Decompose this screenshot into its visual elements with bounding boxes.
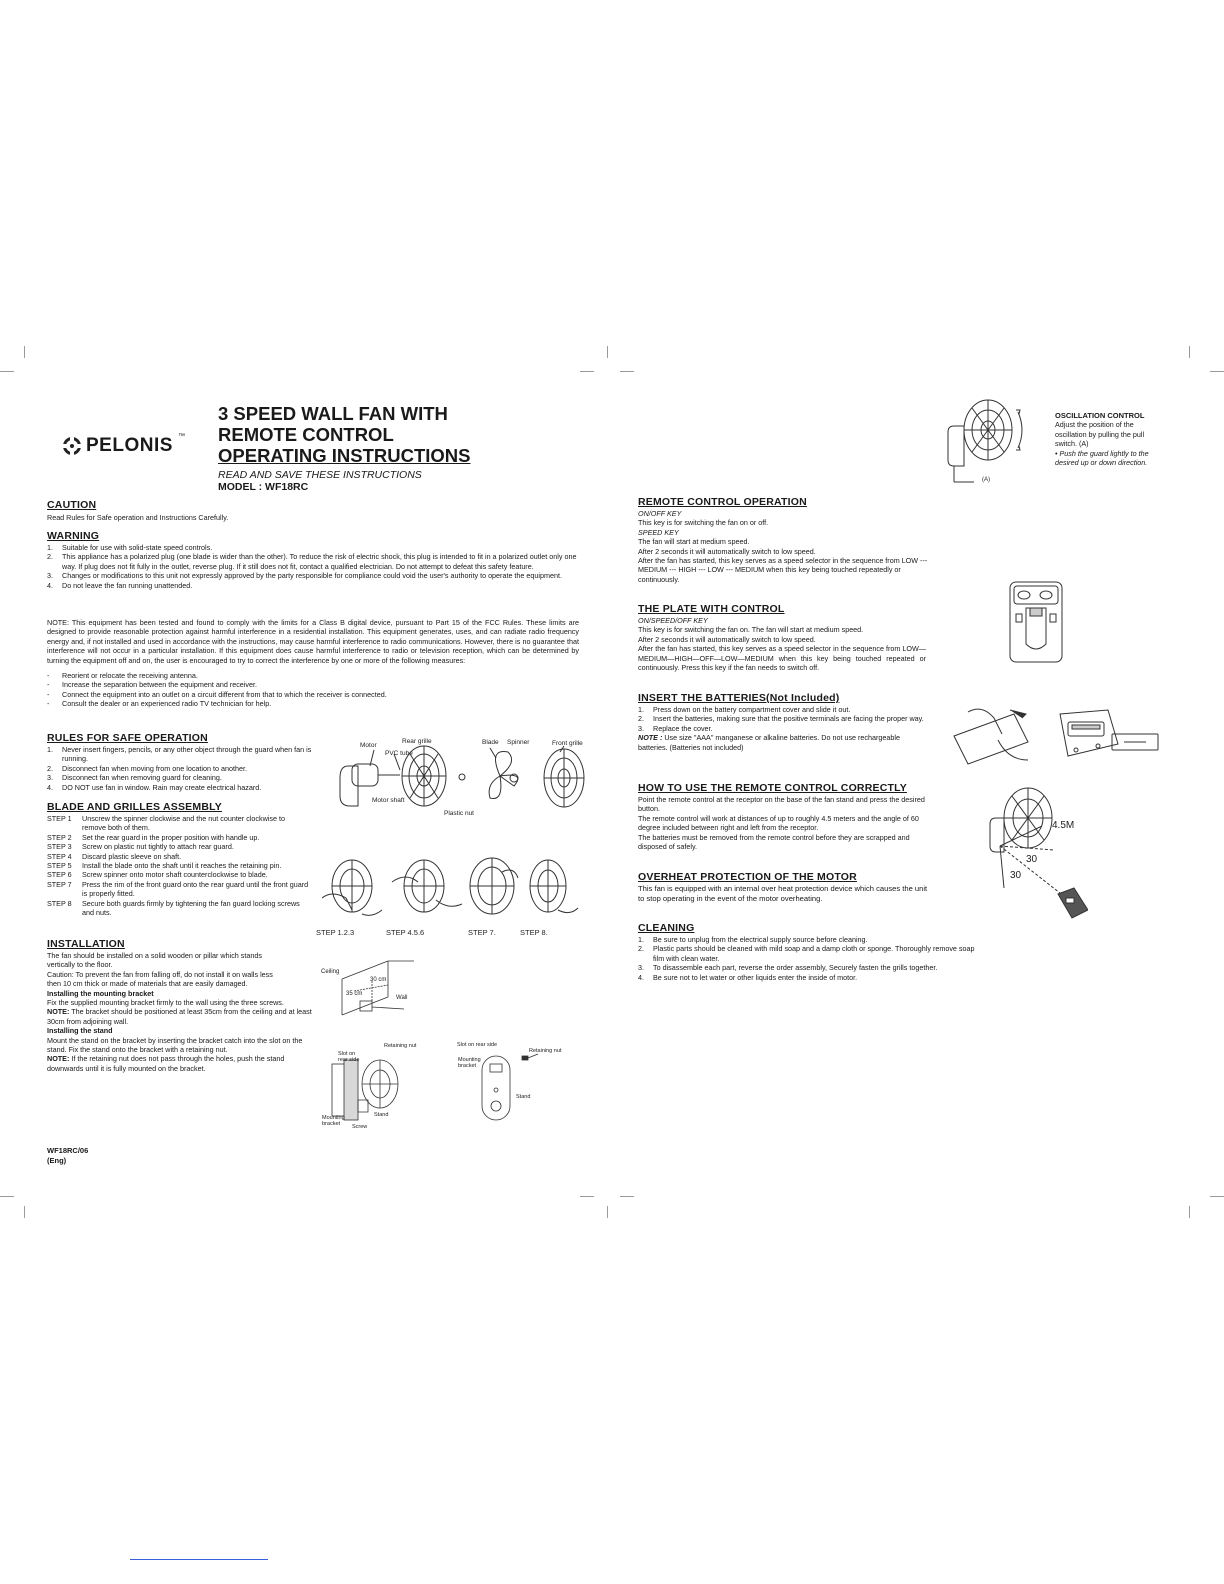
label-motor: Motor — [360, 742, 377, 749]
howto-line-3: The batteries must be removed from the remote control before they are scrapped and disposed of safely. — [638, 832, 910, 852]
list-item: 4. Do not leave the fan running unattended. — [47, 580, 193, 590]
crop-mark — [1189, 1206, 1190, 1218]
assembly-heading: BLADE AND GRILLES ASSEMBLY — [47, 801, 222, 813]
list-item: 1. Press down on the battery compartment cover and slide it out. — [638, 705, 851, 714]
brand-tm: ™ — [178, 433, 185, 440]
title-line-2: REMOTE CONTROL — [218, 424, 394, 445]
step-illustrations — [312, 852, 592, 942]
label-angle-2: 30 — [1010, 870, 1022, 881]
howto-line-1: Point the remote control at the receptor on the base of the fan stand and press the desired button. — [638, 795, 925, 814]
assembly-steps — [47, 814, 309, 917]
list-item: STEP 8 Secure both guards firmly by tightening the fan guard locking screws and nuts. — [47, 898, 300, 918]
clearance-diagram — [318, 957, 418, 1027]
label-plastic-nut: Plastic nut — [444, 810, 474, 817]
battery-insert-icon — [948, 700, 1164, 770]
label-angle-1: 30 — [1026, 854, 1038, 865]
list-item: 3. Changes or modifications to this unit not expressly approved by the party responsible for compliance could void the user's authority to operate the equipment. — [47, 571, 562, 581]
howto-line-2: The remote control will work at distances of up to roughly 4.5 meters and the angle of 60 degree included between right and left from the receptor. — [638, 813, 919, 833]
crop-mark — [0, 371, 14, 372]
list-item: 1. Never insert fingers, pencils, or any other object through the guard when fan is running. — [47, 745, 312, 764]
caution-section — [47, 499, 587, 522]
crop-mark — [1210, 1196, 1224, 1197]
installation-caution: Caution: To prevent the fan from falling off, do not install it on walls less then 10 cm thick or made of materials that are easily damaged. — [47, 969, 273, 989]
list-item: 2. Insert the batteries, making sure that the positive terminals are facing the proper way. — [638, 714, 924, 724]
list-item: 2. Plastic parts should be cleaned with mild soap and a damp cloth or sponge. Thoroughly remove soap film with clean water. — [638, 944, 975, 963]
read-save-note: READ AND SAVE THESE INSTRUCTIONS — [218, 469, 422, 481]
title-block — [218, 403, 538, 493]
parts-diagram — [330, 736, 592, 828]
step-caption-1: STEP 1.2.3 — [316, 928, 355, 937]
label-spinner: Spinner — [507, 739, 530, 746]
batteries-list — [638, 705, 926, 733]
installation-intro: The fan should be installed on a solid wooden or pillar which stands vertically to the floor. — [47, 951, 262, 970]
howto-section — [638, 782, 936, 851]
oscillation-section — [1055, 411, 1165, 467]
assembly-section — [47, 801, 309, 917]
crop-mark — [580, 1196, 594, 1197]
installation-heading: INSTALLATION — [47, 938, 125, 950]
cleaning-section — [638, 922, 978, 982]
label-distance: 4.5M — [1052, 820, 1075, 831]
installation-section — [47, 938, 315, 1073]
crop-mark — [1189, 346, 1190, 358]
oscillation-note: • Push the guard lightly to the desired up or down direction. — [1055, 448, 1149, 468]
label-retaining-nut-2: Retaining nut — [529, 1048, 562, 1054]
remote-section — [638, 496, 928, 584]
onoff-key-text: This key is for switching the fan on or off. — [638, 518, 769, 528]
model-number: MODEL : WF18RC — [218, 481, 309, 493]
control-plate-illustration — [1008, 578, 1064, 664]
plate-heading: THE PLATE WITH CONTROL — [638, 603, 785, 615]
crop-mark — [580, 371, 594, 372]
step-caption-3: STEP 7. — [468, 928, 496, 937]
crop-mark — [607, 346, 608, 358]
list-item: - Consult the dealer or an experienced radio TV technician for help. — [47, 699, 272, 709]
step-caption-4: STEP 8. — [520, 928, 548, 937]
list-item: STEP 2 Set the rear guard in the proper position with handle up. — [47, 832, 260, 842]
stand-diagram — [318, 1040, 428, 1132]
rules-section — [47, 732, 323, 792]
label-motor-shaft: Motor shaft — [372, 797, 405, 804]
oscillating-fan-icon — [944, 396, 1034, 488]
label-screw: Screw — [352, 1124, 368, 1130]
range-illustration — [984, 780, 1088, 922]
label-35cm: 35 cm — [346, 991, 363, 997]
label-stand-2: Stand — [516, 1094, 531, 1100]
crop-mark — [620, 371, 634, 372]
speed-line-2: After 2 seconds it will automatically switch to low speed. — [638, 546, 816, 556]
stand-title: Installing the stand — [47, 1026, 113, 1036]
fcc-measures — [47, 671, 579, 709]
list-item: 1. Suitable for use with solid-state speed controls. — [47, 543, 213, 552]
label-front-grille: Front grille — [552, 740, 583, 747]
list-item: 3. Disconnect fan when removing guard for cleaning. — [47, 773, 222, 783]
footer-code: WF18RC/06 — [47, 1146, 89, 1155]
oscillation-illustration — [944, 396, 1034, 488]
list-item: STEP 3 Screw on plastic nut tightly to attach rear guard. — [47, 842, 234, 852]
label-pvc-tube: PVC tube — [385, 750, 413, 757]
blue-underline — [130, 1559, 268, 1560]
onoff-key-title: ON/OFF KEY — [638, 509, 682, 518]
caution-heading: CAUTION — [47, 499, 97, 511]
list-item: STEP 4 Discard plastic sleeve on shaft. — [47, 851, 182, 861]
list-item: - Reorient or relocate the receiving antenna. — [47, 671, 198, 681]
warning-section — [47, 530, 577, 590]
plate-line-3: After the fan has started, this key serves as a speed selector in the sequence from LOW—MEDIUM—HIGH—OFF—LOW—MEDIUM when this key being touched repeated or continuously. Press this key if the fan needs to switch off. — [638, 644, 926, 673]
bracket-title: Installing the mounting bracket — [47, 988, 154, 998]
list-item: 4. Be sure not to let water or other liquids enter the inside of motor. — [638, 972, 858, 982]
control-plate-icon — [1008, 578, 1064, 664]
rules-list — [47, 745, 323, 792]
plate-line-2: After 2 seconds it will automatically switch to low speed. — [638, 634, 816, 644]
bracket-text: Fix the supplied mounting bracket firmly to the wall using the three screws. — [47, 998, 284, 1008]
plate-section — [638, 603, 926, 672]
overheat-section — [638, 871, 928, 904]
footer — [47, 1146, 88, 1165]
crop-mark — [607, 1206, 608, 1218]
label-a: (A) — [982, 477, 990, 483]
cleaning-list — [638, 935, 978, 982]
footer-lang: (Eng) — [47, 1155, 67, 1165]
warning-heading: WARNING — [47, 530, 100, 542]
crop-mark — [24, 1206, 25, 1218]
stand-text: Mount the stand on the bracket by inserting the bracket catch into the slot on the stand. Fix the stand onto the bracket with a retaining nut. — [47, 1035, 303, 1055]
crop-mark — [24, 346, 25, 358]
brand-logo — [62, 433, 202, 459]
batteries-heading: INSERT THE BATTERIES(Not Included) — [638, 692, 840, 704]
step-caption-2: STEP 4.5.6 — [386, 928, 425, 937]
list-item: 1. Be sure to unplug from the electrical supply source before cleaning. — [638, 935, 868, 944]
fcc-section — [47, 618, 579, 709]
brand-name: PELONIS — [86, 435, 173, 456]
crop-mark — [0, 1196, 14, 1197]
speed-line-3: After the fan has started, this key serves as a speed selector in the sequence from LOW --- MEDIUM --- HIGH --- LOW --- MEDIUM when this key being touched repeatedly or continuously. — [638, 556, 928, 584]
oscillation-title: OSCILLATION CONTROL — [1055, 411, 1145, 420]
overheat-heading: OVERHEAT PROTECTION OF THE MOTOR — [638, 871, 857, 883]
label-blade: Blade — [482, 739, 499, 746]
title-line-1: 3 SPEED WALL FAN WITH — [218, 403, 448, 424]
label-ceiling: Ceiling — [321, 969, 340, 975]
battery-illustration — [948, 700, 1164, 770]
assembly-steps-illustration — [312, 852, 592, 930]
list-item: STEP 6 Screw spinner onto motor shaft counterclockwise to blade. — [47, 870, 268, 880]
list-item: STEP 5 Install the blade onto the shaft until it reaches the retaining pin. — [47, 861, 282, 871]
stand-note: NOTE: If the retaining nut does not pass through the holes, push the stand downwards until it is fully mounted on the bracket. — [47, 1054, 285, 1073]
speed-key-title: SPEED KEY — [638, 527, 679, 537]
warning-list — [47, 543, 577, 590]
list-item: 4. DO NOT use fan in window. Rain may create electrical hazard. — [47, 782, 262, 792]
label-stand: Stand — [374, 1112, 389, 1118]
label-mounting-bracket-2: Mounting bracket — [458, 1057, 481, 1069]
list-item: 2. Disconnect fan when moving from one location to another. — [47, 763, 247, 773]
list-item: 2. This appliance has a polarized plug (one blade is wider than the other). To reduce the risk of electric shock, this plug is intended to fit in a polarized outlet only one way. If plug does not fit fully in the outlet, reverse plug. If it still does not fit, contact a qualified electrician. Do not attempt to defeat this safety feature. — [47, 552, 577, 571]
batteries-section — [638, 692, 926, 752]
oscillation-text: Adjust the position of the oscillation by pulling the pull switch. (A) — [1055, 420, 1145, 449]
cleaning-heading: CLEANING — [638, 922, 695, 934]
list-item: STEP 1 Unscrew the spinner clockwise and the nut counter clockwise to remove both of them. — [47, 814, 285, 833]
crop-mark — [1210, 371, 1224, 372]
label-30cm: 30 cm — [370, 977, 387, 983]
clearance-illustration — [318, 957, 418, 1027]
list-item: STEP 7 Press the rim of the front guard onto the rear guard until the front guard is properly fitted. — [47, 879, 309, 899]
speed-line-1: The fan will start at medium speed. — [638, 537, 750, 547]
list-item: 3. Replace the cover. — [638, 723, 713, 733]
list-item: - Connect the equipment into an outlet on a circuit different from that to which the receiver is connected. — [47, 689, 387, 699]
label-slot-rear: Slot on rear side — [457, 1042, 498, 1048]
bracket-note: NOTE: The bracket should be positioned at least 35cm from the ceiling and at least 30cm from adjoining wall. — [47, 1007, 312, 1026]
caution-text: Read Rules for Safe operation and Instructions Carefully. — [47, 513, 229, 522]
title-line-3: OPERATING INSTRUCTIONS — [218, 445, 471, 466]
remote-range-icon — [984, 780, 1088, 922]
label-retaining-nut: Retaining nut — [384, 1043, 417, 1049]
list-item: 3. To disassemble each part, reverse the order assembly, Securely fasten the grills together. — [638, 963, 938, 973]
rules-heading: RULES FOR SAFE OPERATION — [47, 732, 208, 744]
overheat-text: This fan is equipped with an internal over heat protection device which causes the unit to stop operating in the event of the motor overheating. — [638, 884, 928, 903]
howto-heading: HOW TO USE THE REMOTE CONTROL CORRECTLY — [638, 782, 907, 794]
label-rear-grille: Rear grille — [402, 738, 432, 745]
list-item: - Increase the separation between the equipment and receiver. — [47, 680, 257, 690]
crop-mark — [620, 1196, 634, 1197]
label-wall: Wall — [396, 995, 408, 1001]
label-mounting-bracket: Mounting bracket — [322, 1115, 345, 1127]
pelonis-logo-icon — [62, 436, 82, 456]
plate-key-title: ON/SPEED/OFF KEY — [638, 616, 708, 625]
remote-heading: REMOTE CONTROL OPERATION — [638, 496, 807, 508]
bracket-diagram — [452, 1040, 572, 1126]
fcc-note: NOTE: This equipment has been tested and found to comply with the limits for a Class B digital device, pursuant to Part 15 of the FCC Rules. These limits are designed to provide reasonable protection against harmful interference in a residential installation. This equipment generates, uses, and can radiate radio frequency energy and, if not installed and used in accordance with the instructions, may cause harmful interference to radio communications. However, there is no guarantee that interference will not occur in a particular installation. If this equipment does cause harmful interference to radio or television reception, which can be determined by turning the equipment off and on, the user is encouraged to try to correct the interference by one or more of the following measures: — [47, 618, 579, 665]
plate-line-1: This key is for switching the fan on. The fan will start at medium speed. — [638, 625, 864, 635]
label-slot: Slot on rear side — [338, 1051, 360, 1063]
batteries-note: NOTE : Use size "AAA" manganese or alkaline batteries. Do not use rechargeable batteries. (Batteries not included) — [638, 733, 900, 752]
